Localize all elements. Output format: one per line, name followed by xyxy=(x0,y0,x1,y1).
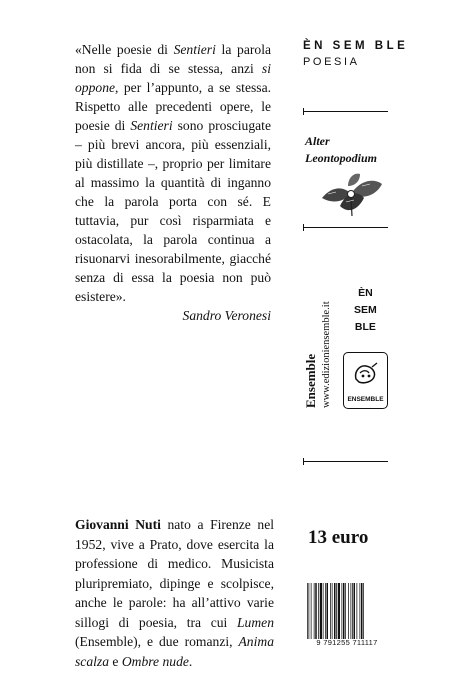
barcode-bar xyxy=(325,583,326,639)
emphasis-text: si oppone xyxy=(75,61,271,95)
book-title-ref: Sentieri xyxy=(173,42,216,57)
barcode-bar xyxy=(334,583,336,639)
barcode-bar xyxy=(343,583,345,639)
barcode-bar xyxy=(315,583,317,639)
spine-publisher-logo xyxy=(354,287,377,338)
author-name: Giovanni Nuti xyxy=(75,517,161,532)
barcode-bar xyxy=(330,583,331,639)
bio-text: nato a Firenze nel 1952, vive a Prato, dove esercita la professione di medico. Musicista pluripremiato, dipinge e scolpisce, anche le parole: ha all’attivo varie sillogi di poesia, tra cui xyxy=(75,517,275,630)
series-title-line: Leontopodium xyxy=(305,151,378,165)
divider xyxy=(303,227,388,228)
barcode-bar xyxy=(357,583,358,639)
book-title-ref: Lumen xyxy=(236,614,274,630)
barcode-bar xyxy=(320,583,322,639)
barcode xyxy=(305,581,389,641)
barcode-bar xyxy=(345,583,346,639)
divider xyxy=(303,461,388,462)
barcode-bar xyxy=(348,583,349,639)
logo-line: ÈN xyxy=(358,287,373,299)
series-title xyxy=(305,133,377,167)
quote-text: la parola non si fida di se stessa, anzi xyxy=(75,42,272,76)
barcode-bar xyxy=(338,583,340,639)
quote-text: «Nelle poesie di xyxy=(75,42,174,57)
barcode-bar xyxy=(311,583,312,639)
publisher-brand xyxy=(303,40,408,68)
publisher-url: www.edizioniensemble.it xyxy=(321,301,332,408)
barcode-bar xyxy=(354,583,356,639)
logo-line: BLE xyxy=(354,321,376,333)
logo-line: SEM xyxy=(354,304,377,316)
barcode-bar xyxy=(307,583,308,639)
collection-label: POESIA xyxy=(303,56,360,68)
leontopodium-illustration xyxy=(318,168,386,218)
barcode-bar xyxy=(323,583,324,639)
barcode-bar xyxy=(327,583,329,639)
isbn-digits: 9 791255 711117 xyxy=(316,638,378,647)
book-title-ref: Anima scalza xyxy=(75,634,274,669)
author-bio xyxy=(75,515,274,671)
barcode-bar xyxy=(332,583,333,639)
barcode-bar xyxy=(352,583,353,639)
barcode-bar xyxy=(309,583,310,639)
ensemble-emblem xyxy=(343,352,388,409)
barcode-bar xyxy=(318,583,319,639)
bio-text: e xyxy=(108,653,122,669)
bio-text: (Ensemble), e due romanzi, xyxy=(75,634,239,649)
quote-text: sono prosciugate – più brevi ancora, più essenziali, più distillate –, proprio per limitare al massimo la quantità di inganno che la parola porta con sé. E tuttavia, pur così risparmiata e ostacolata, la parola continua a risuonarvi inesorabilmente, giacché senza di essa la poesia non può esistere». xyxy=(75,118,271,304)
barcode-bar xyxy=(336,583,337,639)
emblem-icon xyxy=(350,359,380,387)
barcode-bar xyxy=(342,583,343,639)
barcode-bar xyxy=(360,583,361,639)
publisher-name: Ensemble xyxy=(303,353,318,408)
book-title-ref: Sentieri xyxy=(130,118,173,133)
barcode-bar xyxy=(351,583,352,639)
back-cover-quote xyxy=(75,40,271,325)
price-label: 13 euro xyxy=(308,527,369,548)
emblem-label: ENSEMBLE xyxy=(347,396,384,403)
quote-author: Sandro Veronesi xyxy=(182,308,271,323)
bio-text: . xyxy=(188,653,193,669)
divider xyxy=(303,111,388,112)
barcode-bar xyxy=(314,583,315,639)
series-title-line: Alter xyxy=(305,134,330,148)
book-title-ref: Ombre nude xyxy=(121,653,189,669)
barcode-bar xyxy=(363,583,364,639)
quote-text: , per l’appunto, a se stessa. Rispetto alle precedenti opere, le poesie di xyxy=(75,80,271,133)
publisher-logo: ÈN SEM BLE xyxy=(303,40,409,52)
barcode-bar xyxy=(361,583,363,639)
